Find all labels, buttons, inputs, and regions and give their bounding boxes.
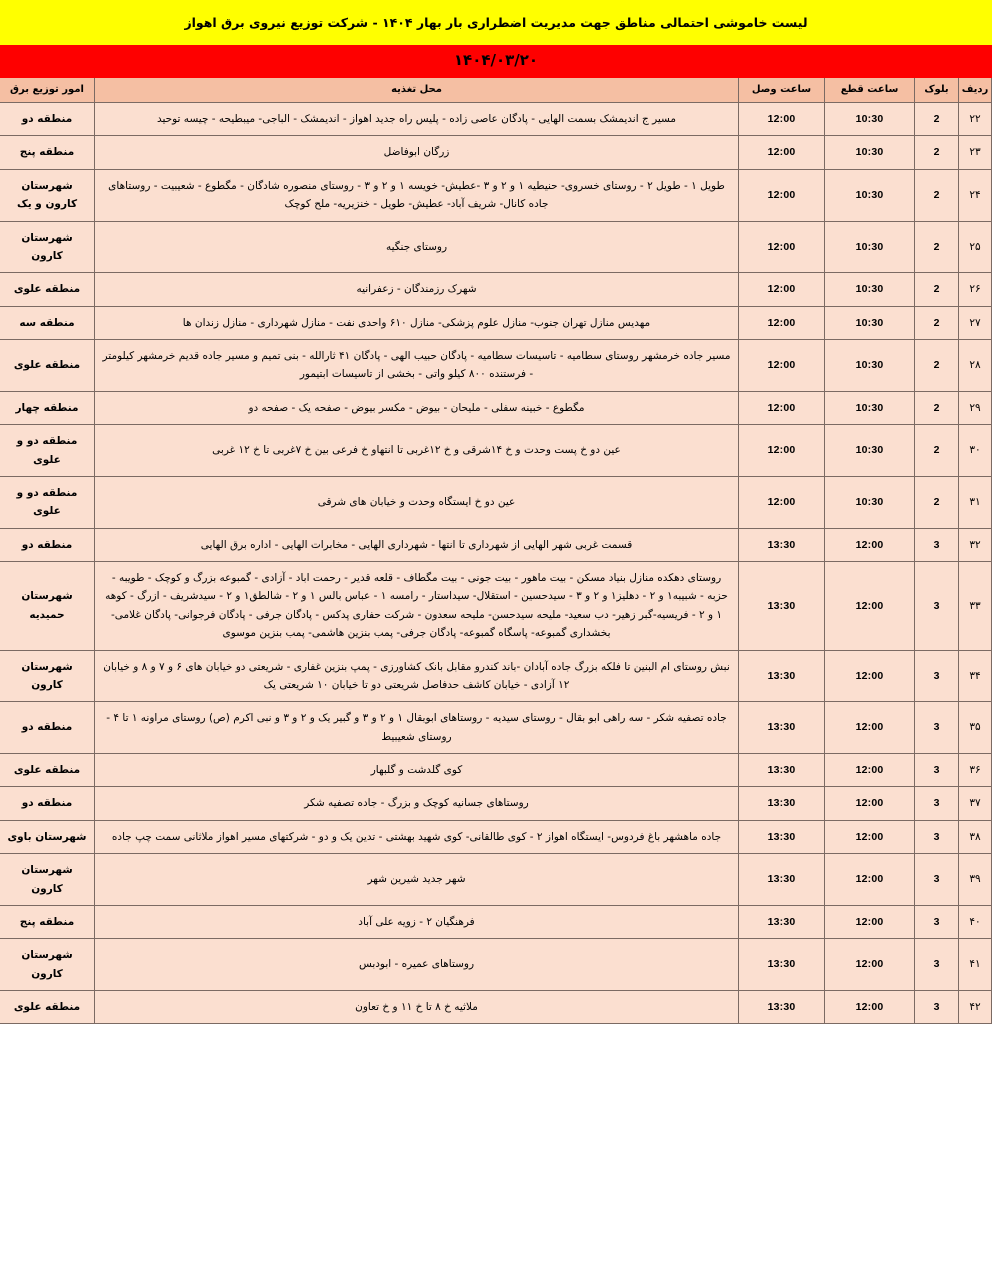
cell-on-time: 12:00: [739, 476, 825, 528]
cell-block: 3: [915, 939, 959, 991]
cell-on-time: 13:30: [739, 562, 825, 651]
table-row: [0, 650, 992, 702]
cell-off-time: 10:30: [825, 136, 915, 169]
cell-location: روستاهای عمیره - ابودبس: [95, 939, 739, 991]
table-row: [0, 939, 992, 991]
cell-radif: ۲۶: [959, 273, 992, 306]
column-header-area: امور توزیع برق: [0, 77, 95, 103]
cell-radif: ۴۱: [959, 939, 992, 991]
table-row: [0, 340, 992, 392]
cell-on-time: 12:00: [739, 221, 825, 273]
cell-off-time: 12:00: [825, 939, 915, 991]
cell-radif: ۲۸: [959, 340, 992, 392]
cell-on-time: 13:30: [739, 787, 825, 820]
cell-radif: ۴۰: [959, 905, 992, 938]
table-row: [0, 391, 992, 424]
cell-radif: ۲۲: [959, 103, 992, 136]
cell-block: 2: [915, 221, 959, 273]
cell-radif: ۳۴: [959, 650, 992, 702]
table-row: [0, 754, 992, 787]
cell-area: شهرستان کارون و یک: [0, 169, 95, 221]
cell-area: منطقه پنج: [0, 905, 95, 938]
cell-block: 3: [915, 650, 959, 702]
cell-block: 2: [915, 136, 959, 169]
cell-on-time: 12:00: [739, 136, 825, 169]
cell-area: منطقه پنج: [0, 136, 95, 169]
cell-on-time: 13:30: [739, 702, 825, 754]
cell-block: 3: [915, 787, 959, 820]
cell-location: جاده ماهشهر باغ فردوس- ایستگاه اهواز ۲ - کوی طالقانی- کوی شهید بهشتی - تدین یک و دو - شرکتهای مسیر اهواز ملاثانی سمت چپ جاده: [95, 820, 739, 853]
cell-on-time: 12:00: [739, 169, 825, 221]
cell-location: کوی گلدشت و گلبهار: [95, 754, 739, 787]
cell-on-time: 13:30: [739, 905, 825, 938]
cell-off-time: 12:00: [825, 754, 915, 787]
cell-area: منطقه چهار: [0, 391, 95, 424]
table-row: [0, 854, 992, 906]
cell-area: شهرستان کارون: [0, 221, 95, 273]
cell-block: 3: [915, 991, 959, 1024]
cell-area: منطقه دو: [0, 702, 95, 754]
cell-on-time: 13:30: [739, 820, 825, 853]
cell-area: منطقه دو و علوی: [0, 476, 95, 528]
cell-location: قسمت غربی شهر الهایی از شهرداری تا انتها - شهرداری الهایی - مخابرات الهایی - اداره برق الهایی: [95, 528, 739, 561]
cell-off-time: 10:30: [825, 391, 915, 424]
cell-area: منطقه سه: [0, 306, 95, 339]
cell-area: منطقه دو و علوی: [0, 425, 95, 477]
cell-off-time: 10:30: [825, 103, 915, 136]
cell-block: 2: [915, 340, 959, 392]
cell-location: روستاهای جسانیه کوچک و بزرگ - جاده تصفیه شکر: [95, 787, 739, 820]
cell-on-time: 12:00: [739, 103, 825, 136]
cell-block: 3: [915, 528, 959, 561]
table-row: [0, 103, 992, 136]
cell-radif: ۳۸: [959, 820, 992, 853]
cell-off-time: 12:00: [825, 787, 915, 820]
column-header-radif: ردیف: [959, 77, 992, 103]
cell-off-time: 10:30: [825, 221, 915, 273]
cell-area: شهرستان حمیدیه: [0, 562, 95, 651]
cell-off-time: 12:00: [825, 528, 915, 561]
table-body: [0, 103, 992, 1024]
cell-on-time: 12:00: [739, 391, 825, 424]
cell-radif: ۳۳: [959, 562, 992, 651]
page-title: لیست خاموشی احتمالی مناطق جهت مدیریت اضطراری بار بهار ۱۴۰۴ - شرکت توزیع نیروی برق اهواز: [0, 0, 992, 45]
table-row: [0, 221, 992, 273]
cell-block: 2: [915, 425, 959, 477]
cell-area: منطقه دو: [0, 103, 95, 136]
table-row: [0, 787, 992, 820]
table-row: [0, 306, 992, 339]
cell-block: 2: [915, 169, 959, 221]
cell-radif: ۳۱: [959, 476, 992, 528]
cell-location: مگطوع - خبینه سفلی - ملیحان - بیوض - مکسر بیوض - صفحه یک - صفحه دو: [95, 391, 739, 424]
cell-location: مسیر جاده خرمشهر روستای سطامیه - تاسیسات سطامیه - پادگان حبیب الهی - پادگان ۴۱ ثارالله - بنی تمیم و مسیر جاده قدیم خرمشهر کیلومتر - فرستنده ۸۰۰ کیلو واتی - بخشی از تاسیسات ابتیمور: [95, 340, 739, 392]
cell-radif: ۲۳: [959, 136, 992, 169]
cell-off-time: 12:00: [825, 650, 915, 702]
table-row: [0, 169, 992, 221]
column-header-location: محل تغذیه: [95, 77, 739, 103]
cell-location: روستای دهکده منازل بنیاد مسکن - بیت ماهور - بیت جونی - بیت مگطاف - قلعه قدیر - رحمت اباد - آزادی - گمبوعه بزرگ و کوچک - طویبه - حزبه - شبیبه۱ و ۲ - دهلیز۱ و ۲ و ۳ - سیدحسین - استقلال- سیداستار - رامسه ۱ - عباس بالس ۱ و ۲ - شالطق۱ و ۲ - سیدشریف - ازرگ - کوهه ۱ و ۲ - فریسیه-گبر زهیر- دب سعید- ملیحه سیدحسن- ملیحه سعدون - شرکت حفاری پدکس - پادگان جرفی - پادگان فرجوانی- پادگان غلامی- بخشداری گمبوعه- پاسگاه گمبوعه- پادگان جرفی- پمب بنزین هاشمی- پمب بنزین موسوی: [95, 562, 739, 651]
cell-block: 2: [915, 306, 959, 339]
cell-area: منطقه دو: [0, 787, 95, 820]
cell-block: 3: [915, 562, 959, 651]
cell-area: شهرستان کارون: [0, 854, 95, 906]
cell-radif: ۲۴: [959, 169, 992, 221]
cell-location: نبش روستای ام البنین تا فلکه بزرگ جاده آبادان -باند کندرو مقابل بانک کشاورزی - پمپ بنزین غفاری - شریعتی دو خیابان های ۶ و ۷ و ۸ و خیابان ۱۲ آزادی - خیابان کاشف حدفاصل شریعتی دو تا خیابان ۱۰ شریعتی یک: [95, 650, 739, 702]
cell-off-time: 10:30: [825, 340, 915, 392]
cell-block: 2: [915, 391, 959, 424]
cell-location: طویل ۱ - طویل ۲ - روستای خسروی- حنیطیه ۱ و ۲ و ۳ -عطیش- خویسه ۱ و ۲ و ۳ - روستای منصوره شادگان - مگطوع - شعیبیت - روستاهای جاده کانال- شریف آباد- عطیش- طویل - خنزیریه- ملح کوچک: [95, 169, 739, 221]
cell-block: 2: [915, 103, 959, 136]
table-row: [0, 991, 992, 1024]
table-row: [0, 425, 992, 477]
cell-area: منطقه علوی: [0, 273, 95, 306]
cell-block: 2: [915, 476, 959, 528]
cell-area: منطقه علوی: [0, 754, 95, 787]
cell-location: شهر جدید شیرین شهر: [95, 854, 739, 906]
cell-on-time: 13:30: [739, 528, 825, 561]
table-row: [0, 820, 992, 853]
cell-radif: ۳۹: [959, 854, 992, 906]
cell-off-time: 12:00: [825, 562, 915, 651]
column-header-on-time: ساعت وصل: [739, 77, 825, 103]
cell-on-time: 13:30: [739, 991, 825, 1024]
cell-off-time: 12:00: [825, 905, 915, 938]
cell-off-time: 12:00: [825, 820, 915, 853]
cell-location: زرگان ابوفاضل: [95, 136, 739, 169]
cell-area: منطقه دو: [0, 528, 95, 561]
table-header-row: [0, 77, 992, 103]
outage-table: [0, 76, 992, 1025]
cell-on-time: 13:30: [739, 650, 825, 702]
cell-area: منطقه علوی: [0, 991, 95, 1024]
cell-off-time: 10:30: [825, 476, 915, 528]
cell-on-time: 12:00: [739, 306, 825, 339]
cell-block: 3: [915, 854, 959, 906]
cell-radif: ۳۶: [959, 754, 992, 787]
cell-block: 3: [915, 905, 959, 938]
cell-on-time: 13:30: [739, 854, 825, 906]
cell-on-time: 13:30: [739, 939, 825, 991]
cell-radif: ۳۲: [959, 528, 992, 561]
cell-radif: ۳۷: [959, 787, 992, 820]
cell-off-time: 12:00: [825, 991, 915, 1024]
table-row: [0, 273, 992, 306]
table-row: [0, 528, 992, 561]
column-header-block: بلوک: [915, 77, 959, 103]
cell-off-time: 12:00: [825, 702, 915, 754]
cell-on-time: 12:00: [739, 273, 825, 306]
cell-off-time: 10:30: [825, 306, 915, 339]
cell-location: عین دو خ پست وحدت و خ ۱۴شرقی و خ ۱۲غربی تا انتهاو خ فرعی بین خ ۷غربی تا خ ۱۲ غربی: [95, 425, 739, 477]
cell-off-time: 10:30: [825, 425, 915, 477]
cell-area: شهرستان باوی: [0, 820, 95, 853]
cell-block: 3: [915, 702, 959, 754]
cell-location: عین دو خ ایستگاه وحدت و خیابان های شرقی: [95, 476, 739, 528]
cell-radif: ۳۰: [959, 425, 992, 477]
cell-block: 3: [915, 820, 959, 853]
cell-block: 3: [915, 754, 959, 787]
schedule-date: ۱۴۰۴/۰۳/۲۰: [0, 45, 992, 76]
table-row: [0, 562, 992, 651]
cell-on-time: 12:00: [739, 340, 825, 392]
table-row: [0, 476, 992, 528]
cell-radif: ۲۵: [959, 221, 992, 273]
table-header: [0, 77, 992, 103]
cell-on-time: 13:30: [739, 754, 825, 787]
cell-location: روستای جنگیه: [95, 221, 739, 273]
cell-location: مهدیس منازل تهران جنوب- منازل علوم پزشکی- منازل ۶۱۰ واحدی نفت - منازل شهرداری - منازل زندان ها: [95, 306, 739, 339]
table-row: [0, 702, 992, 754]
cell-radif: ۳۵: [959, 702, 992, 754]
cell-location: جاده تصفیه شکر - سه راهی ابو بقال - روستای سیدیه - روستاهای ابوبقال ۱ و ۲ و ۳ و گبیر یک و ۲ و ۳ و نبی اکرم (ص) روستای مراونه ۱ تا ۴ - روستای شعیبیط: [95, 702, 739, 754]
cell-off-time: 10:30: [825, 273, 915, 306]
cell-location: ملاثیه خ ۸ تا خ ۱۱ و خ تعاون: [95, 991, 739, 1024]
cell-on-time: 12:00: [739, 425, 825, 477]
cell-location: مسیر ج اندیمشک بسمت الهایی - پادگان عاصی زاده - پلیس راه جدید اهواز - اندیمشک - الباجی- میبطیحه - چیسه توحید: [95, 103, 739, 136]
cell-area: منطقه علوی: [0, 340, 95, 392]
cell-block: 2: [915, 273, 959, 306]
cell-location: شهرک رزمندگان - زعفرانیه: [95, 273, 739, 306]
cell-off-time: 10:30: [825, 169, 915, 221]
cell-area: شهرستان کارون: [0, 939, 95, 991]
cell-radif: ۲۹: [959, 391, 992, 424]
table-row: [0, 905, 992, 938]
cell-area: شهرستان کارون: [0, 650, 95, 702]
cell-location: فرهنگیان ۲ - زویه علی آباد: [95, 905, 739, 938]
table-row: [0, 136, 992, 169]
cell-off-time: 12:00: [825, 854, 915, 906]
column-header-off-time: ساعت قطع: [825, 77, 915, 103]
cell-radif: ۴۲: [959, 991, 992, 1024]
cell-radif: ۲۷: [959, 306, 992, 339]
